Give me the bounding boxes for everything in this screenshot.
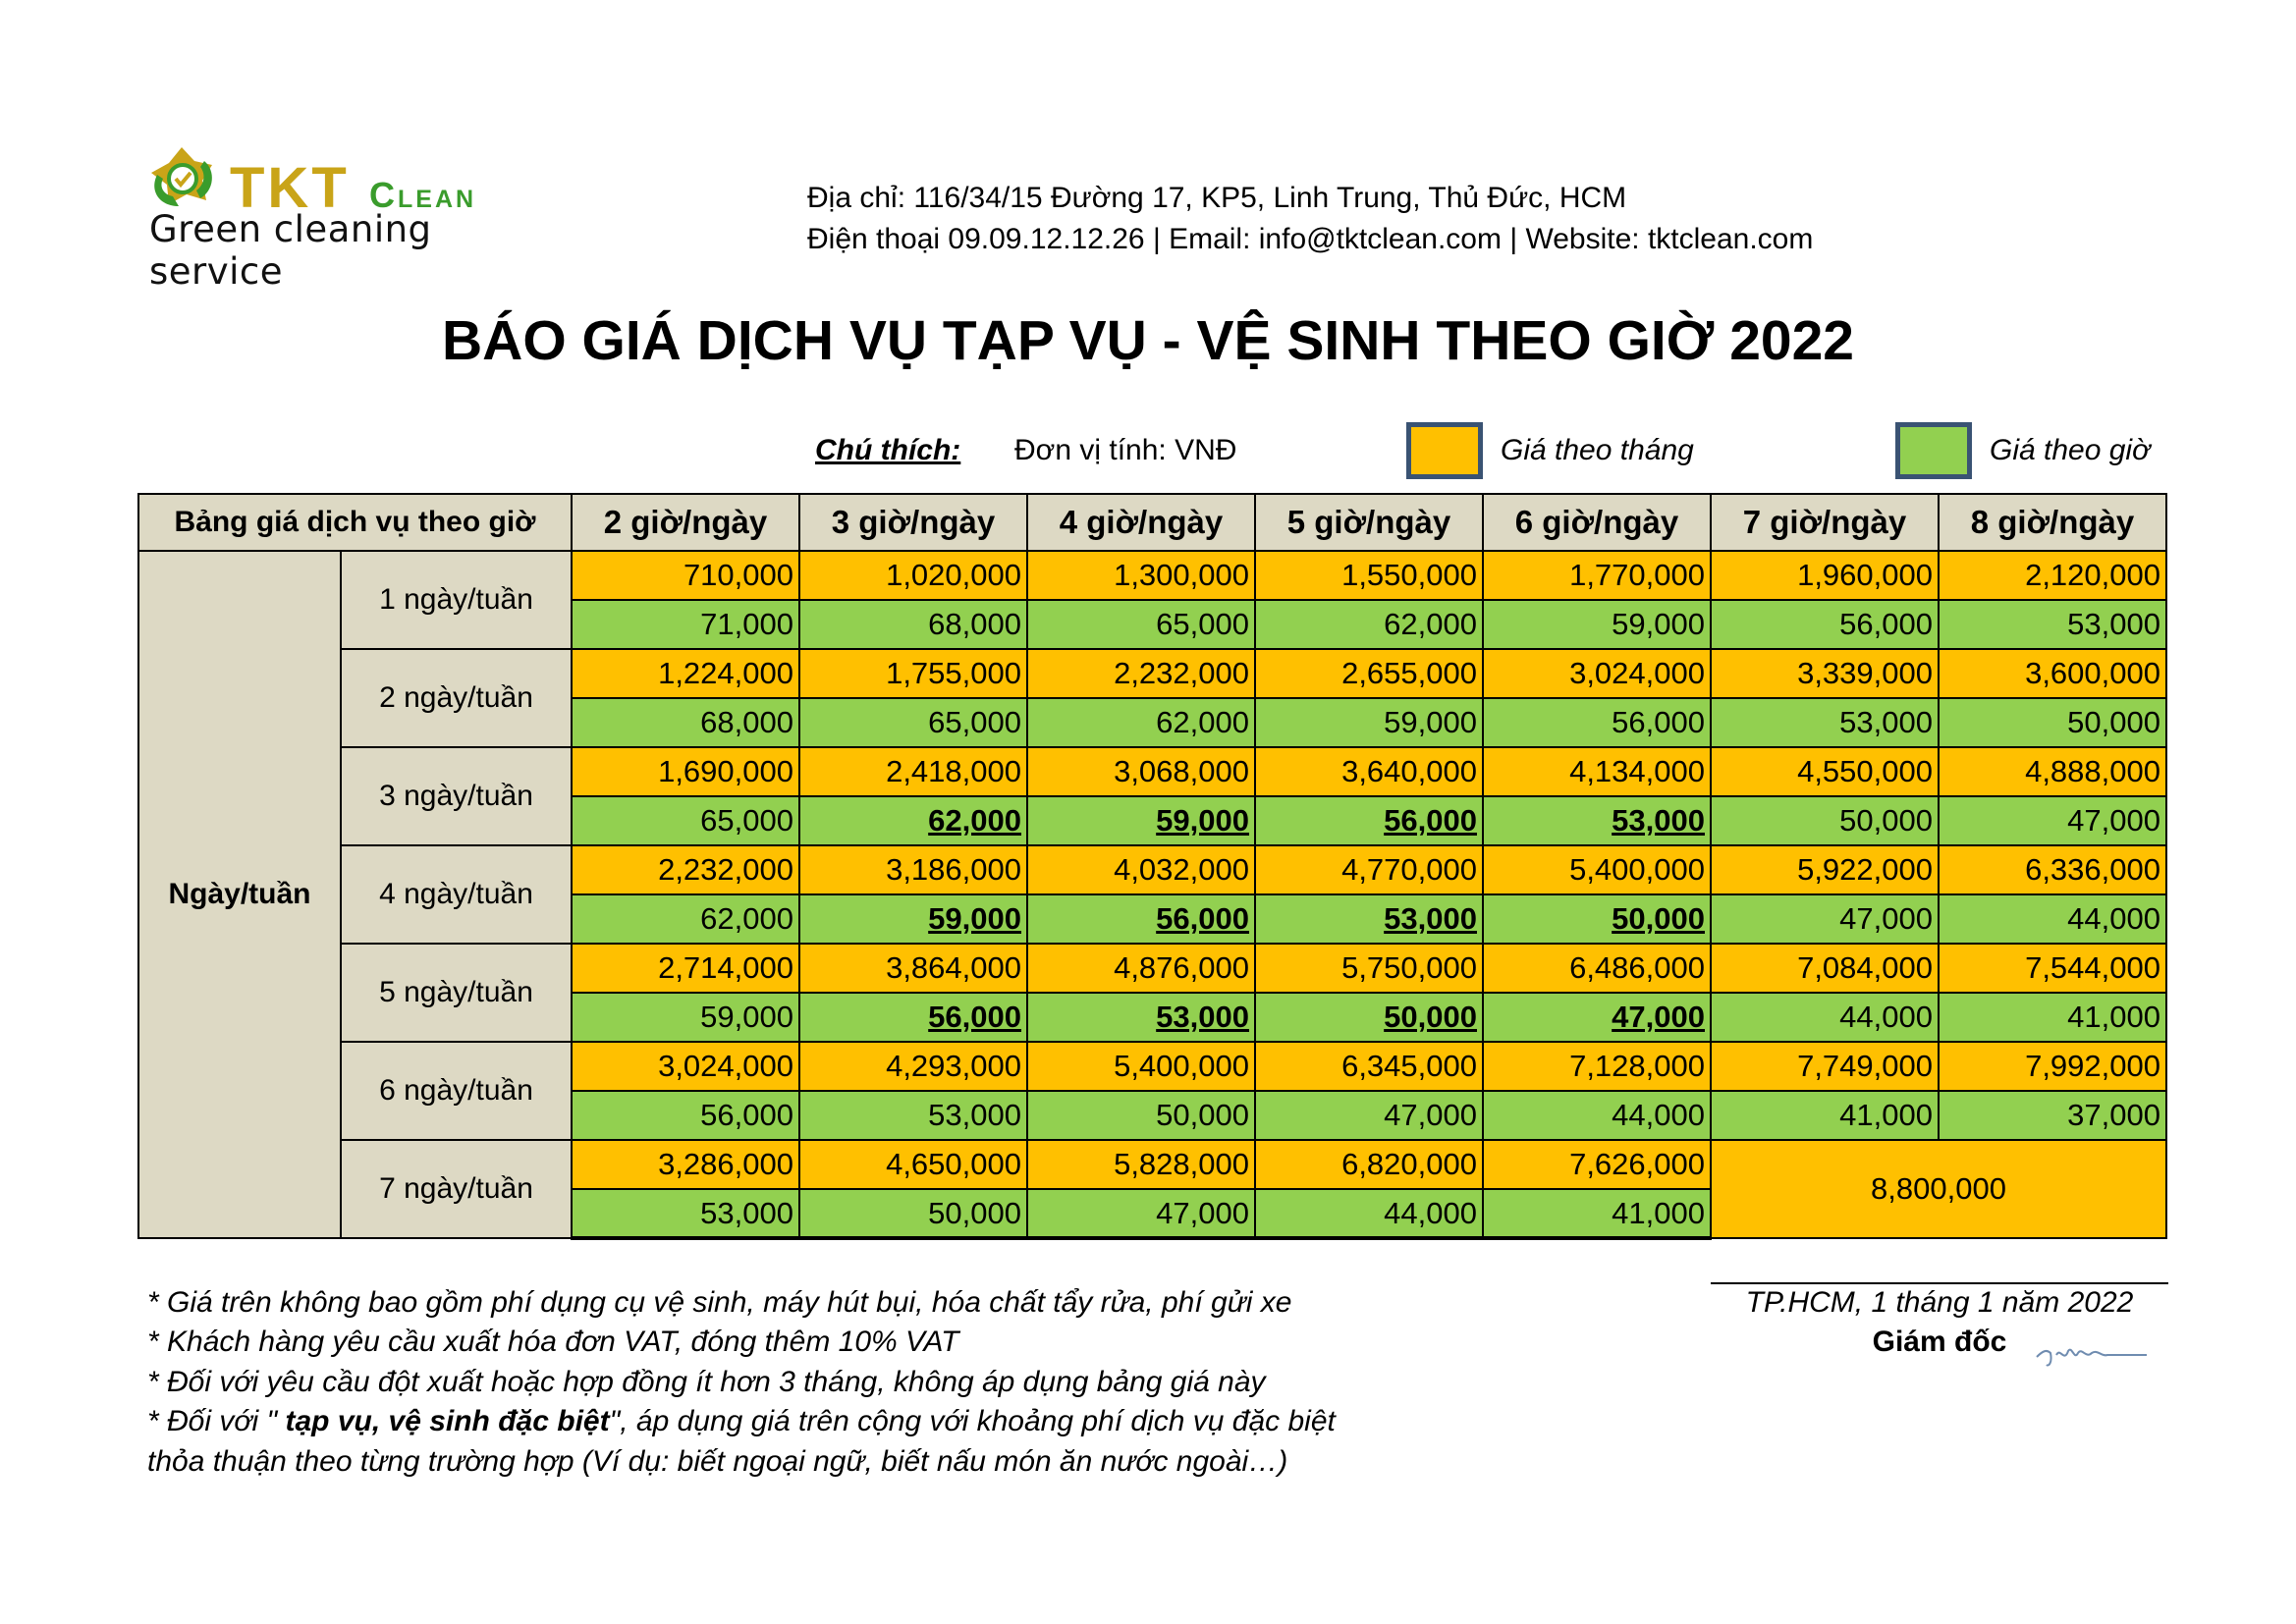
price-hourly-highlight: 59,000 <box>1027 796 1255 845</box>
price-hourly: 56,000 <box>572 1091 799 1140</box>
row-label: 4 ngày/tuần <box>341 845 572 944</box>
price-monthly: 4,876,000 <box>1027 944 1255 993</box>
legend-unit: Đơn vị tính: VNĐ <box>1014 434 1237 466</box>
price-monthly: 6,486,000 <box>1483 944 1711 993</box>
price-hourly: 41,000 <box>1939 993 2166 1042</box>
table-row-monthly <box>138 747 2166 796</box>
price-hourly: 50,000 <box>1027 1091 1255 1140</box>
price-hourly: 44,000 <box>1483 1091 1711 1140</box>
price-hourly-highlight: 50,000 <box>1255 993 1483 1042</box>
price-monthly: 2,232,000 <box>1027 649 1255 698</box>
price-hourly: 47,000 <box>1255 1091 1483 1140</box>
price-monthly: 2,232,000 <box>572 845 799 894</box>
table-corner-header: Bảng giá dịch vụ theo giờ <box>138 494 572 551</box>
price-monthly: 2,120,000 <box>1939 551 2166 600</box>
logo-brand-text-2: Clean <box>369 175 477 215</box>
price-hourly: 50,000 <box>799 1189 1027 1238</box>
price-monthly: 1,020,000 <box>799 551 1027 600</box>
price-monthly: 7,128,000 <box>1483 1042 1711 1091</box>
price-monthly: 4,032,000 <box>1027 845 1255 894</box>
table-row-monthly <box>138 1042 2166 1091</box>
price-monthly: 7,544,000 <box>1939 944 2166 993</box>
price-monthly: 710,000 <box>572 551 799 600</box>
price-hourly-highlight: 53,000 <box>1255 894 1483 944</box>
price-hourly: 56,000 <box>1711 600 1939 649</box>
day-group-label: Ngày/tuần <box>138 551 341 1238</box>
price-hourly: 59,000 <box>1255 698 1483 747</box>
price-monthly: 7,626,000 <box>1483 1140 1711 1189</box>
price-monthly: 3,600,000 <box>1939 649 2166 698</box>
price-monthly: 6,336,000 <box>1939 845 2166 894</box>
price-hourly: 41,000 <box>1711 1091 1939 1140</box>
price-monthly: 4,650,000 <box>799 1140 1027 1189</box>
price-monthly: 6,820,000 <box>1255 1140 1483 1189</box>
price-monthly: 3,024,000 <box>572 1042 799 1091</box>
price-hourly-highlight: 56,000 <box>1255 796 1483 845</box>
price-hourly-highlight: 53,000 <box>1483 796 1711 845</box>
note-line-4 <box>147 1405 1336 1438</box>
price-monthly: 3,024,000 <box>1483 649 1711 698</box>
price-monthly: 4,888,000 <box>1939 747 2166 796</box>
price-monthly: 1,224,000 <box>572 649 799 698</box>
column-header: 2 giờ/ngày <box>572 494 799 551</box>
note-4-prefix: * Đối với " <box>147 1405 278 1437</box>
price-monthly: 4,134,000 <box>1483 747 1711 796</box>
price-hourly: 56,000 <box>1483 698 1711 747</box>
price-hourly: 59,000 <box>572 993 799 1042</box>
price-hourly: 59,000 <box>1483 600 1711 649</box>
column-header: 5 giờ/ngày <box>1255 494 1483 551</box>
price-hourly: 41,000 <box>1483 1189 1711 1238</box>
price-monthly: 1,770,000 <box>1483 551 1711 600</box>
price-monthly: 4,770,000 <box>1255 845 1483 894</box>
column-header: 4 giờ/ngày <box>1027 494 1255 551</box>
price-hourly-highlight: 59,000 <box>799 894 1027 944</box>
signature-date: TP.HCM, 1 tháng 1 năm 2022 <box>1745 1286 2134 1319</box>
price-monthly: 4,293,000 <box>799 1042 1027 1091</box>
price-monthly: 6,345,000 <box>1255 1042 1483 1091</box>
logo-brand-text: TKT <box>230 156 350 220</box>
legend-hourly-label: Giá theo giờ <box>1990 434 2151 466</box>
logo-emblem-icon <box>145 141 218 214</box>
price-monthly: 7,992,000 <box>1939 1042 2166 1091</box>
price-hourly: 44,000 <box>1939 894 2166 944</box>
table-row-monthly <box>138 845 2166 894</box>
price-hourly: 53,000 <box>799 1091 1027 1140</box>
price-monthly: 3,068,000 <box>1027 747 1255 796</box>
price-hourly: 53,000 <box>572 1189 799 1238</box>
signature-divider <box>1711 1282 2168 1284</box>
price-monthly: 1,550,000 <box>1255 551 1483 600</box>
price-hourly: 65,000 <box>1027 600 1255 649</box>
price-hourly: 47,000 <box>1027 1189 1255 1238</box>
price-monthly: 5,922,000 <box>1711 845 1939 894</box>
contact-phone-email: Điện thoại 09.09.12.12.26 | Email: info@tktclean.com | Website: tktclean.com <box>807 223 1814 255</box>
price-monthly: 7,084,000 <box>1711 944 1939 993</box>
row-label: 5 ngày/tuần <box>341 944 572 1042</box>
price-monthly: 2,714,000 <box>572 944 799 993</box>
price-monthly: 3,640,000 <box>1255 747 1483 796</box>
price-hourly: 71,000 <box>572 600 799 649</box>
row-label: 1 ngày/tuần <box>341 551 572 649</box>
note-4-suffix: ", áp dụng giá trên cộng với khoảng phí dịch vụ đặc biệt <box>609 1405 1336 1437</box>
price-hourly: 44,000 <box>1255 1189 1483 1238</box>
note-line-2: * Khách hàng yêu cầu xuất hóa đơn VAT, đóng thêm 10% VAT <box>147 1326 959 1358</box>
logo-tagline: Green cleaning service <box>149 208 432 293</box>
price-hourly: 50,000 <box>1939 698 2166 747</box>
note-4-emphasis: tạp vụ, vệ sinh đặc biệt <box>277 1405 610 1437</box>
row-label: 2 ngày/tuần <box>341 649 572 747</box>
signature-role: Giám đốc <box>1872 1326 2007 1358</box>
price-monthly: 3,864,000 <box>799 944 1027 993</box>
row-label: 6 ngày/tuần <box>341 1042 572 1140</box>
price-hourly-highlight: 50,000 <box>1483 894 1711 944</box>
price-hourly: 53,000 <box>1711 698 1939 747</box>
price-hourly-highlight: 62,000 <box>799 796 1027 845</box>
contact-address: Địa chỉ: 116/34/15 Đường 17, KP5, Linh Trung, Thủ Đức, HCM <box>807 182 1627 214</box>
price-hourly: 62,000 <box>572 894 799 944</box>
price-hourly: 47,000 <box>1711 894 1939 944</box>
table-header-row <box>138 494 2166 551</box>
column-header: 6 giờ/ngày <box>1483 494 1711 551</box>
price-hourly-highlight: 56,000 <box>799 993 1027 1042</box>
row-label: 3 ngày/tuần <box>341 747 572 845</box>
row-label: 7 ngày/tuần <box>341 1140 572 1238</box>
company-logo <box>145 137 538 293</box>
price-merged-full-day: 8,800,000 <box>1711 1140 2166 1238</box>
price-hourly-highlight: 47,000 <box>1483 993 1711 1042</box>
price-hourly: 65,000 <box>799 698 1027 747</box>
price-monthly: 1,755,000 <box>799 649 1027 698</box>
price-monthly: 3,339,000 <box>1711 649 1939 698</box>
legend-swatch-monthly <box>1406 422 1483 479</box>
price-hourly: 68,000 <box>799 600 1027 649</box>
price-monthly: 7,749,000 <box>1711 1042 1939 1091</box>
price-monthly: 2,655,000 <box>1255 649 1483 698</box>
price-monthly: 5,400,000 <box>1483 845 1711 894</box>
signature-scribble-icon <box>2033 1337 2151 1371</box>
price-hourly: 68,000 <box>572 698 799 747</box>
table-row-monthly <box>138 551 2166 600</box>
note-line-5: thỏa thuận theo từng trường hợp (Ví dụ: biết ngoại ngữ, biết nấu món ăn nước ngoài…) <box>147 1445 1288 1478</box>
price-monthly: 4,550,000 <box>1711 747 1939 796</box>
page-title: BÁO GIÁ DỊCH VỤ TẠP VỤ - VỆ SINH THEO GIỜ 2022 <box>442 309 1854 372</box>
legend-swatch-hourly <box>1895 422 1972 479</box>
price-hourly: 47,000 <box>1939 796 2166 845</box>
price-hourly: 65,000 <box>572 796 799 845</box>
price-hourly: 50,000 <box>1711 796 1939 845</box>
column-header: 8 giờ/ngày <box>1939 494 2166 551</box>
price-monthly: 3,286,000 <box>572 1140 799 1189</box>
price-monthly: 3,186,000 <box>799 845 1027 894</box>
table-row-monthly <box>138 1140 2166 1189</box>
price-monthly: 1,960,000 <box>1711 551 1939 600</box>
table-row-monthly <box>138 649 2166 698</box>
price-hourly-highlight: 53,000 <box>1027 993 1255 1042</box>
legend-monthly-label: Giá theo tháng <box>1501 434 1694 466</box>
table-row-monthly <box>138 944 2166 993</box>
price-monthly: 5,828,000 <box>1027 1140 1255 1189</box>
price-monthly: 1,300,000 <box>1027 551 1255 600</box>
note-line-1: * Giá trên không bao gồm phí dụng cụ vệ sinh, máy hút bụi, hóa chất tẩy rửa, phí gửi xe <box>147 1286 1292 1319</box>
price-hourly-highlight: 56,000 <box>1027 894 1255 944</box>
column-header: 7 giờ/ngày <box>1711 494 1939 551</box>
price-hourly: 53,000 <box>1939 600 2166 649</box>
price-hourly: 62,000 <box>1027 698 1255 747</box>
column-header: 3 giờ/ngày <box>799 494 1027 551</box>
price-monthly: 2,418,000 <box>799 747 1027 796</box>
price-hourly: 62,000 <box>1255 600 1483 649</box>
legend-label: Chú thích: <box>815 434 961 466</box>
price-monthly: 5,750,000 <box>1255 944 1483 993</box>
price-monthly: 5,400,000 <box>1027 1042 1255 1091</box>
note-line-3: * Đối với yêu cầu đột xuất hoặc hợp đồng ít hơn 3 tháng, không áp dụng bảng giá này <box>147 1366 1266 1398</box>
price-monthly: 1,690,000 <box>572 747 799 796</box>
price-table <box>137 493 2167 1240</box>
price-hourly: 44,000 <box>1711 993 1939 1042</box>
price-hourly: 37,000 <box>1939 1091 2166 1140</box>
